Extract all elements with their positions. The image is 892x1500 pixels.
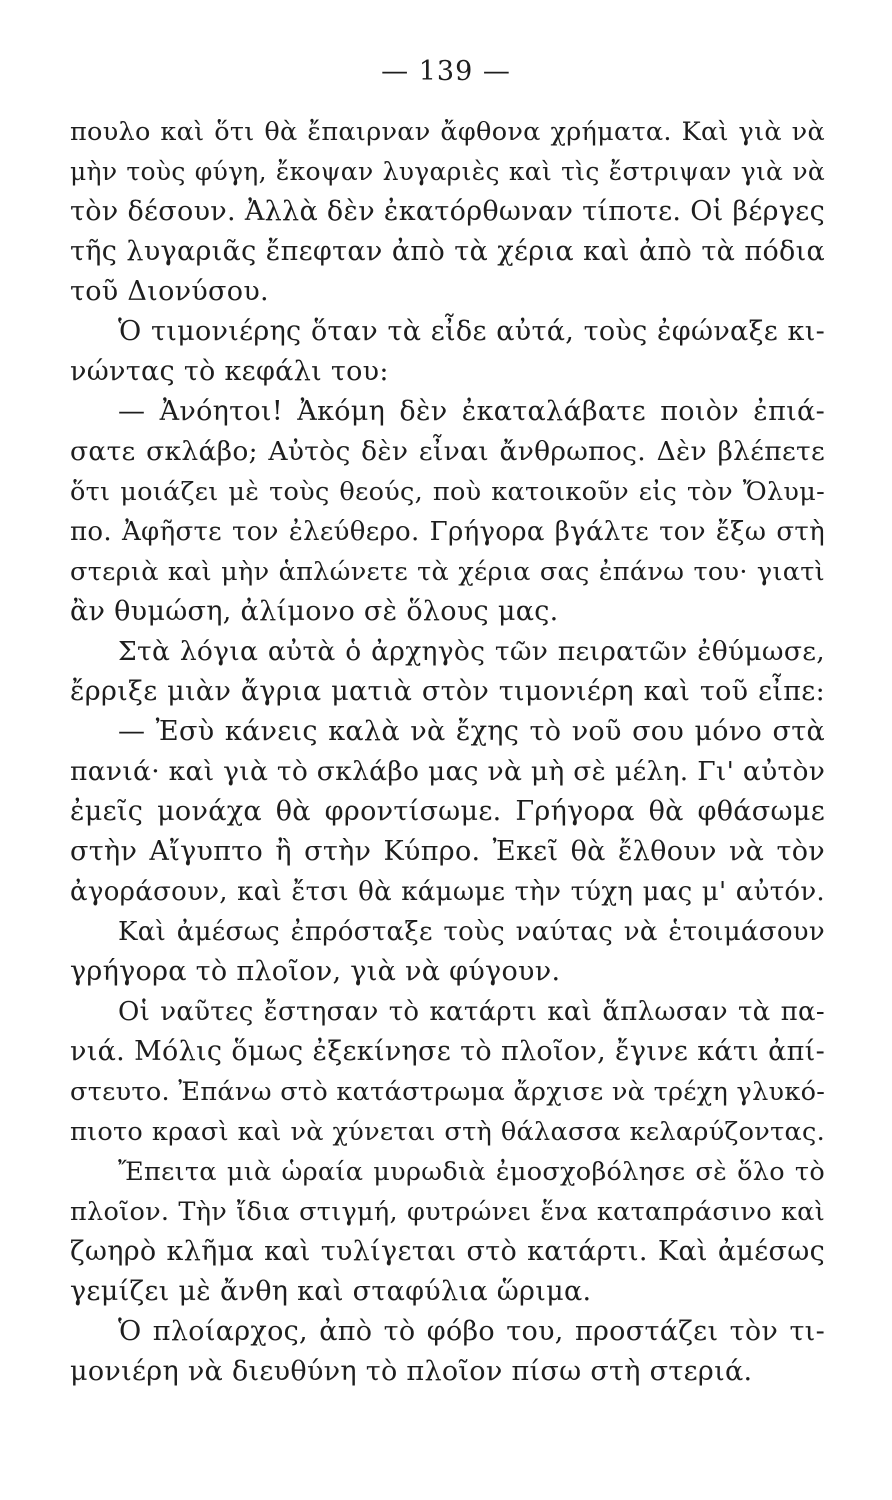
text-line: Στὰ λόγια αὐτὰ ὁ ἀρχηγὸς τῶν πειρατῶν ἐθύμωσε,: [118, 636, 825, 667]
text-line: ζωηρὸ κλῆμα καὶ τυλίγεται στὸ κατάρτι. Καὶ ἀμέσως: [70, 1236, 825, 1267]
text-line: μὴν τοὺς φύγη, ἔκοψαν λυγαριὲς καὶ τὶς ἔστριψαν γιὰ νὰ: [70, 157, 825, 186]
text-line: στευτο. Ἐπάνω στὸ κατάστρωμα ἄρχισε νὰ τρέχη γλυκό-: [70, 1077, 826, 1107]
text-line: στὴν Αἴγυπτο ἢ στὴν Κύπρο. Ἐκεῖ θὰ ἔλθουν νὰ τὸν: [70, 836, 825, 867]
text-line: ἐμεῖς μονάχα θὰ φροντίσωμε. Γρήγορα θὰ φθάσωμε: [70, 796, 825, 827]
text-line: στεριὰ καὶ μὴν ἁπλώνετε τὰ χέρια σας ἐπάνω του· γιατὶ: [70, 557, 825, 587]
text-line: πιοτο κρασὶ καὶ νὰ χύνεται στὴ θάλασσα κελαρύζοντας.: [70, 1117, 825, 1147]
text-line: ἀγοράσουν, καὶ ἔτσι θὰ κάμωμε τὴν τύχη μας μ' αὐτόν.: [70, 877, 825, 907]
text-line: — Ἀνόητοι! Ἀκόμη δὲν ἐκαταλάβατε ποιὸν ἐπιά-: [118, 396, 825, 427]
text-line: Ἔπειτα μιὰ ὡραία μυρωδιὰ ἐμοσχοβόλησε σὲ ὅλο τὸ: [118, 1157, 825, 1187]
text-line: Ὁ τιμονιέρης ὅταν τὰ εἶδε αὐτά, τοὺς ἐφώναξε κι-: [118, 316, 825, 347]
text-line: νώντας τὸ κεφάλι του:: [70, 356, 389, 387]
text-line: γρήγορα τὸ πλοῖον, γιὰ νὰ φύγουν.: [70, 956, 561, 987]
text-line: — Ἐσὺ κάνεις καλὰ νὰ ἔχης τὸ νοῦ σου μόνο στὰ: [118, 716, 825, 747]
text-line: πλοῖον. Τὴν ἴδια στιγμή, φυτρώνει ἕνα καταπράσινο καὶ: [70, 1197, 825, 1227]
text-line: τῆς λυγαριᾶς ἔπεφταν ἀπὸ τὰ χέρια καὶ ἀπὸ τὰ πόδια: [70, 236, 825, 267]
text-line: πουλο καὶ ὅτι θὰ ἔπαιρναν ἄφθονα χρήματα. Καὶ γιὰ νὰ: [70, 117, 825, 147]
text-line: ὅτι μοιάζει μὲ τοὺς θεούς, ποὺ κατοικοῦν εἰς τὸν Ὄλυμ-: [70, 477, 825, 507]
text-line: τὸν δέσουν. Ἀλλὰ δὲν ἐκατόρθωναν τίποτε. Οἱ βέργες: [70, 196, 825, 227]
text-line: σατε σκλάβο; Αὐτὸς δὲν εἶναι ἄνθρωπος. Δὲν βλέπετε: [70, 436, 825, 467]
text-line: νιά. Μόλις ὅμως ἐξεκίνησε τὸ πλοῖον, ἔγινε κάτι ἀπί-: [70, 1036, 825, 1067]
text-line: γεμίζει μὲ ἄνθη καὶ σταφύλια ὥριμα.: [70, 1276, 592, 1307]
text-line: πο. Ἀφῆστε τον ἐλεύθερο. Γρήγορα βγάλτε τον ἔξω στὴ: [70, 517, 825, 547]
text-line: ἂν θυμώση, ἀλίμονο σὲ ὅλους μας.: [70, 596, 559, 627]
text-line: μονιέρη νὰ διευθύνη τὸ πλοῖον πίσω στὴ στεριά.: [70, 1356, 753, 1387]
text-line: Οἱ ναῦτες ἔστησαν τὸ κατάρτι καὶ ἅπλωσαν τὰ πα-: [118, 997, 825, 1027]
page-body-text: [70, 112, 825, 1392]
text-line: πανιά· καὶ γιὰ τὸ σκλάβο μας νὰ μὴ σὲ μέλη. Γι' αὐτὸν: [70, 756, 826, 787]
text-line: τοῦ Διονύσου.: [70, 276, 269, 307]
text-line: Ὁ πλοίαρχος, ἀπὸ τὸ φόβο του, προστάζει τὸν τι-: [118, 1316, 825, 1347]
text-line: Καὶ ἀμέσως ἐπρόσταξε τοὺς ναύτας νὰ ἑτοιμάσουν: [118, 917, 825, 947]
page-number: — 139 —: [381, 56, 511, 87]
text-line: ἔρριξε μιὰν ἄγρια ματιὰ στὸν τιμονιέρη καὶ τοῦ εἶπε:: [70, 676, 825, 707]
